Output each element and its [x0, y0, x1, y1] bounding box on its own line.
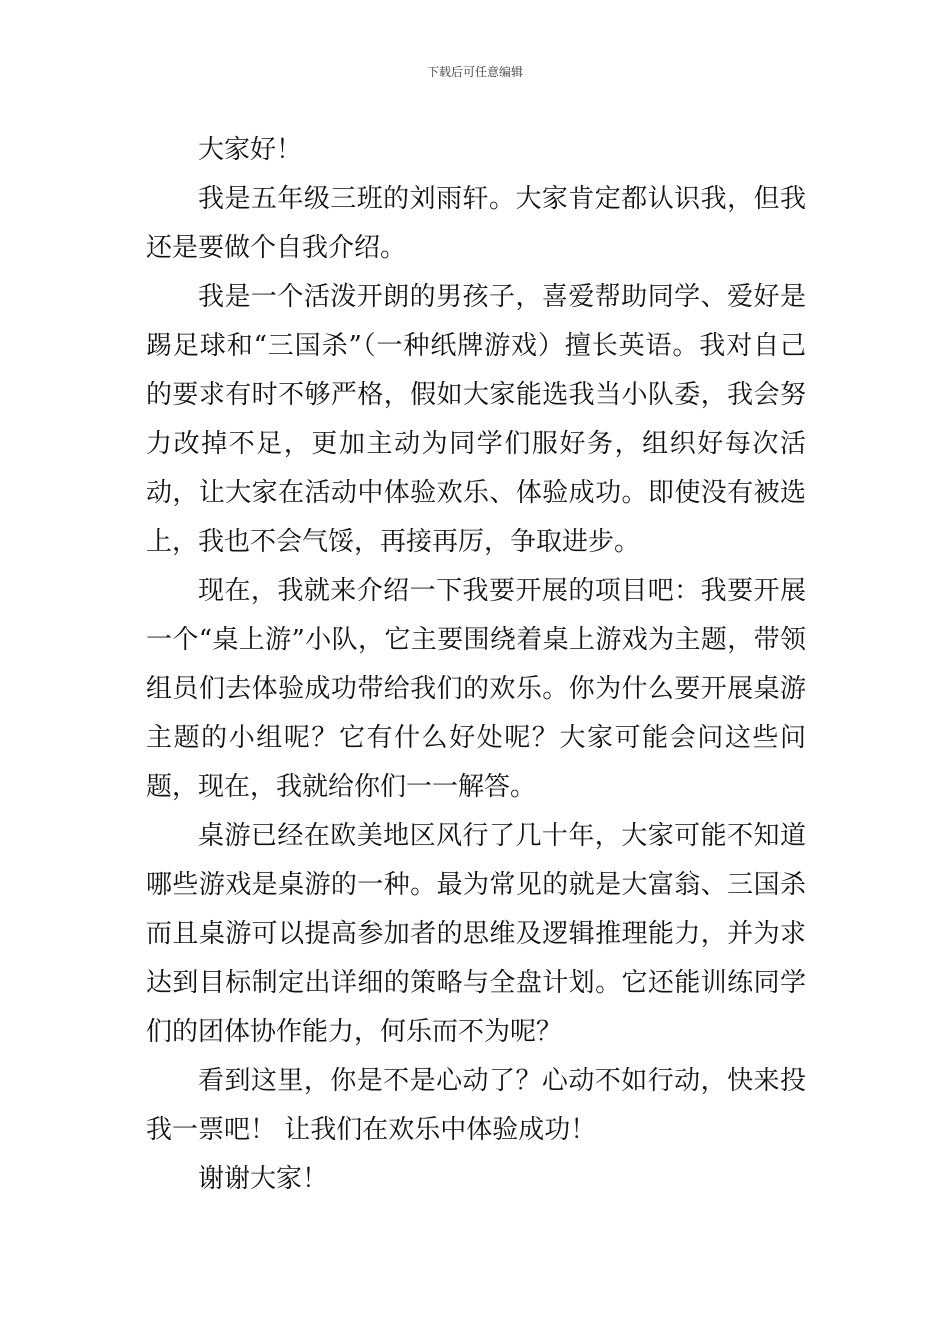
- self-description-paragraph: 我是一个活泼开朗的男孩子，喜爱帮助同学、爱好是踢足球和“三国杀”（一种纸牌游戏）擅长英语。我对自己的要求有时不够严格，假如大家能选我当小队委，我会努力改掉不足，更加主动为同学们服好务，组织好每次活动，让大家在活动中体验欢乐、体验成功。即使没有被选上，我也不会气馁，再接再厉，争取进步。: [146, 282, 806, 557]
- board-games-paragraph: 桌游已经在欧美地区风行了几十年，大家可能不知道哪些游戏是桌游的一种。最为常见的就是大富翁、三国杀而且桌游可以提高参加者的思维及逻辑推理能力，并为求达到目标制定出详细的策略与全盘计划。它还能训练同学们的团体协作能力，何乐而不为呢？: [146, 821, 806, 1047]
- project-paragraph: 现在，我就来介绍一下我要开展的项目吧：我要开展一个“桌上游”小队，它主要围绕着桌上游戏为主题，带领组员们去体验成功带给我们的欢乐。你为什么要开展桌游主题的小组呢？它有什么好处呢？大家可能会问这些问题，现在，我就给你们一一解答。: [146, 576, 806, 802]
- document-body: [146, 126, 806, 1204]
- introduction-paragraph: 我是五年级三班的刘雨轩。大家肯定都认识我，但我还是要做个自我介绍。: [146, 184, 806, 263]
- page-header: 下载后可任意编辑: [426, 65, 523, 79]
- call-to-action-paragraph: 看到这里，你是不是心动了？心动不如行动，快来投我一票吧！ 让我们在欢乐中体验成功！: [146, 1066, 806, 1145]
- closing-paragraph: 谢谢大家！: [198, 1164, 329, 1194]
- greeting-paragraph: 大家好！: [198, 135, 303, 165]
